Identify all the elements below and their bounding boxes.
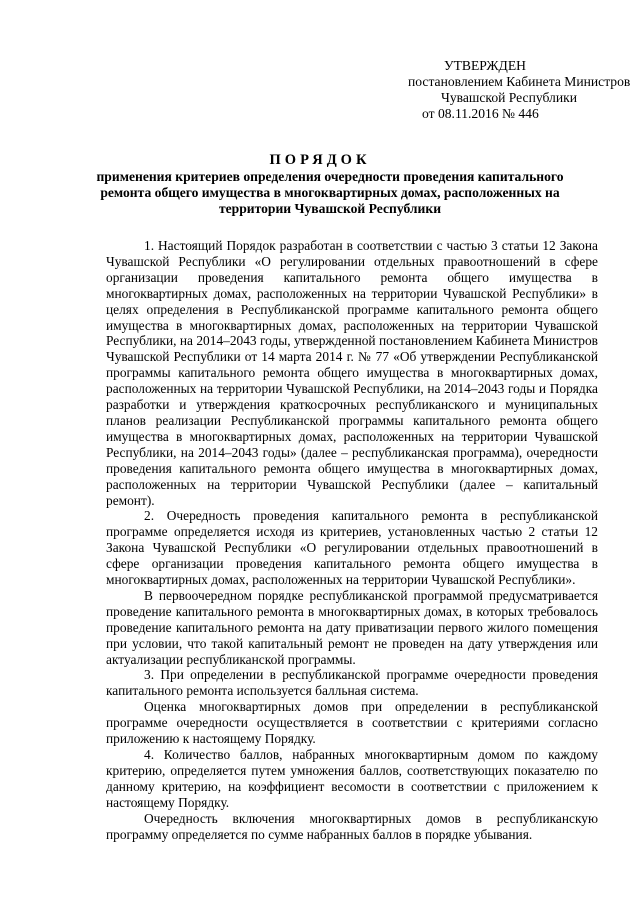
approval-heading: УТВЕРЖДЕН <box>444 58 526 73</box>
paragraph: 2. Очередность проведения капитального ремонта в республиканской программе определяется исходя из критериев, установленных частью 2 статьи 12 Закона Чувашской Республики «О регулировании отдельных правоотношений в сфере организации проведения капитального ремонта общего имущества в многоквартирных домах, расположенных на территории Чувашской Республики». <box>106 508 598 588</box>
approval-line-2: Чувашской Республики <box>441 90 577 105</box>
document-body <box>106 238 598 842</box>
paragraph: Очередность включения многоквартирных домов в республиканскую программу определяется по сумме набранных баллов в порядке убывания. <box>106 810 598 842</box>
paragraph: 4. Количество баллов, набранных многоквартирным домом по каждому критерию, определяется путем умножения баллов, соответствующих показателю по данному критерию, на коэффициент весомости в соответствии с приложением к настоящему Порядку. <box>106 747 598 810</box>
document-title: ПОРЯДОК <box>269 152 371 168</box>
paragraph: 3. При определении в республиканской программе очередности проведения капитального ремонта используется балльная система. <box>106 667 598 699</box>
approval-stamp <box>408 58 631 122</box>
approval-line-1: постановлением Кабинета Министров <box>408 74 631 89</box>
paragraph: В первоочередном порядке республиканской программой предусматривается проведение капитального ремонта в многоквартирных домах, в которых требовалось проведение капитального ремонта на дату приватизации первого жилого помещения при условии, что такой капитальный ремонт не проведен на дату утверждения или актуализации республиканской программы. <box>106 587 598 667</box>
document-subtitle: применения критериев определения очередности проведения капитального ремонта общего имущества в многоквартирных домах, расположенных на территории Чувашской Республики <box>96 169 564 216</box>
paragraph: 1. Настоящий Порядок разработан в соответствии с частью 3 статьи 12 Закона Чувашской Республики «О регулировании отдельных правоотношений в сфере организации проведения капитального ремонта общего имущества в многоквартирных домах, расположенных на территории Чувашской Республики» в целях определения в Республиканской программе капитального ремонта общего имущества в многоквартирных домах, расположенных на территории Чувашской Республики, на 2014–2043 годы, утвержденной постановлением Кабинета Министров Чувашской Республики от 14 марта 2014 г. № 77 «Об утверждении Республиканской программы капитального ремонта общего имущества в многоквартирных домах, расположенных на территории Чувашской Республики, на 2014–2043 годы и Порядка разработки и утверждения краткосрочных республиканского и муниципальных планов реализации Республиканской программы капитального ремонта общего имущества в многоквартирных домах, расположенных на территории Чувашской Республики, на 2014–2043 годы» (далее – республиканская программа), очередности проведения капитального ремонта общего имущества в многоквартирных домах, расположенных на территории Чувашской Республики (далее – капитальный ремонт). <box>106 238 598 508</box>
paragraph: Оценка многоквартирных домов при определении в республиканской программе очередности осуществляется в соответствии с критериями согласно приложению к настоящему Порядку. <box>106 699 598 747</box>
approval-line-3: от 08.11.2016 № 446 <box>422 106 539 121</box>
